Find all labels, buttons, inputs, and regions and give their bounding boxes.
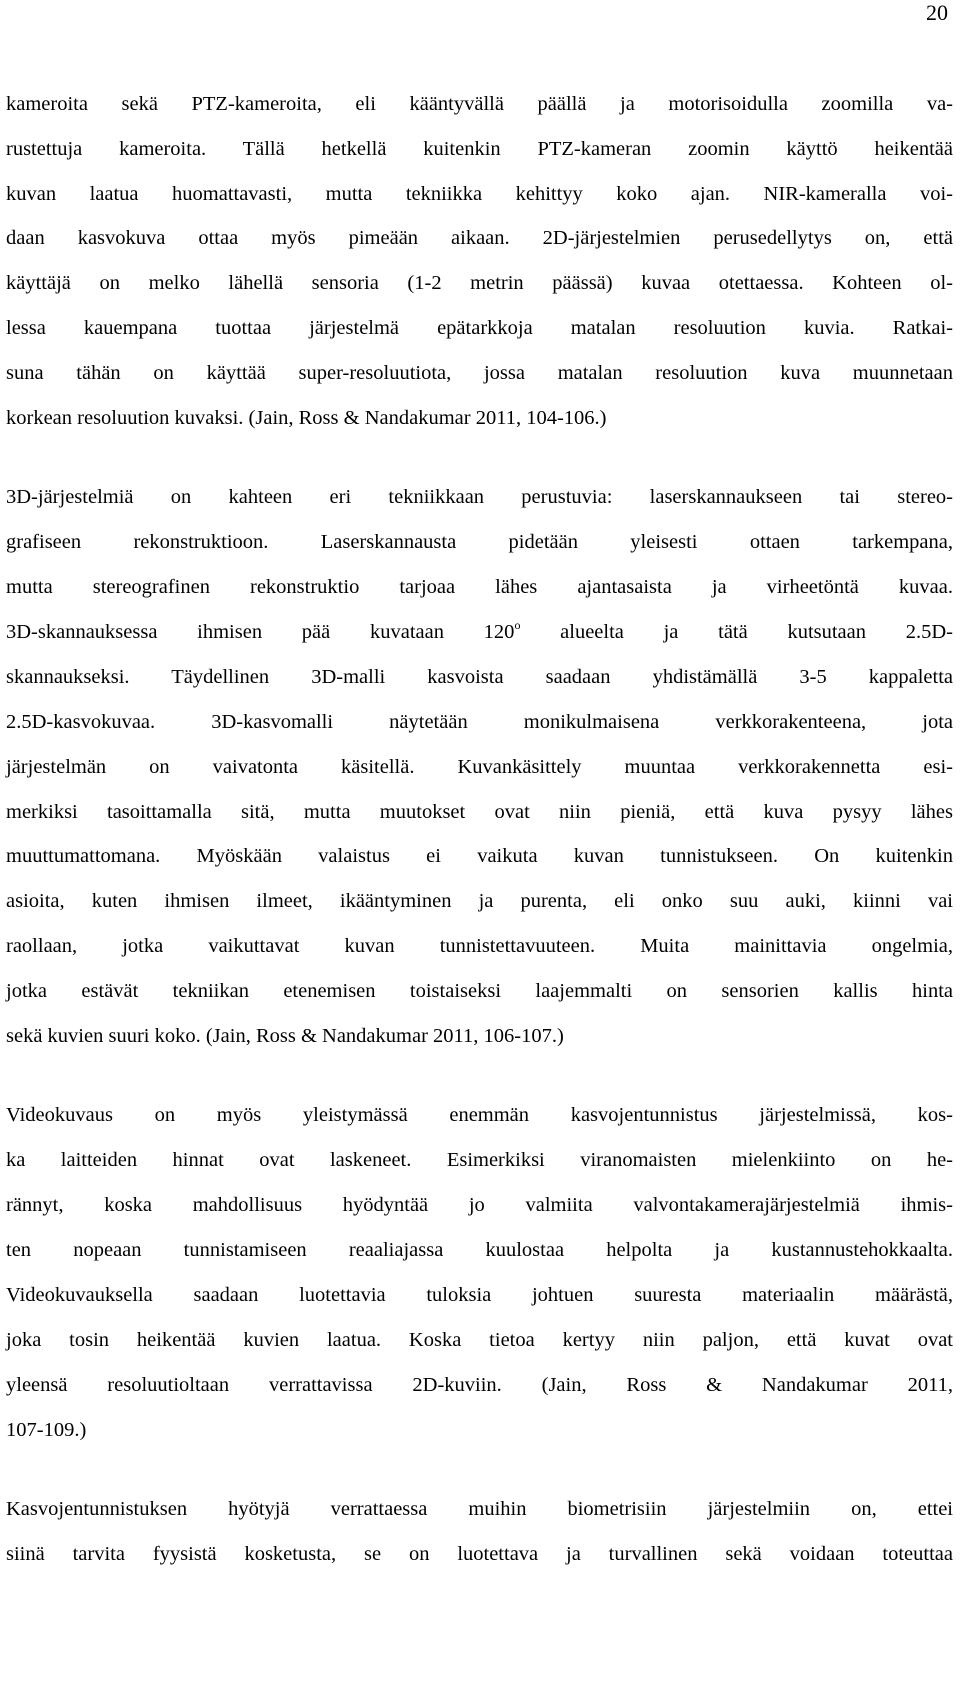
- text-line: 3D-järjestelmiä on kahteen eri tekniikkaan perustuvia: laserskannaukseen tai stereo-: [6, 486, 953, 508]
- page-number: 20: [926, 0, 948, 25]
- text-segment: alueelta ja tätä kutsutaan 2.5D-: [520, 621, 953, 643]
- text-line: suna tähän on käyttää super-resoluutiota, jossa matalan resoluution kuva muunnetaan: [6, 362, 953, 384]
- text-line: rännyt, koska mahdollisuus hyödyntää jo valmiita valvontakamerajärjestelmiä ihmis-: [6, 1194, 953, 1216]
- text-line: kameroita sekä PTZ-kameroita, eli kääntyvällä päällä ja motorisoidulla zoomilla va-: [6, 93, 953, 115]
- text-line: Videokuvauksella saadaan luotettavia tuloksia johtuen suuresta materiaalin määrästä,: [6, 1284, 953, 1306]
- text-line: ten nopeaan tunnistamiseen reaaliajassa kuulostaa helpolta ja kustannustehokkaalta.: [6, 1239, 953, 1261]
- text-line: merkiksi tasoittamalla sitä, mutta muutokset ovat niin pieniä, että kuva pysyy lähes: [6, 801, 953, 823]
- text-line: kuvan laatua huomattavasti, mutta tekniikka kehittyy koko ajan. NIR-kameralla voi-: [6, 183, 953, 205]
- text-line: raollaan, jotka vaikuttavat kuvan tunnistettavuuteen. Muita mainittavia ongelmia,: [6, 935, 953, 957]
- text-line: käyttäjä on melko lähellä sensoria (1-2 metrin päässä) kuvaa otettaessa. Kohteen ol-: [6, 272, 953, 294]
- text-line: lessa kauempana tuottaa järjestelmä epätarkkoja matalan resoluution kuvia. Ratkai-: [6, 317, 953, 339]
- text-line: daan kasvokuva ottaa myös pimeään aikaan. 2D-järjestelmien perusedellytys on, että: [6, 227, 953, 249]
- text-line: Kasvojentunnistuksen hyötyjä verrattaessa muihin biometrisiin järjestelmiin on, ettei: [6, 1498, 953, 1520]
- text-line: ka laitteiden hinnat ovat laskeneet. Esimerkiksi viranomaisten mielenkiinto on he-: [6, 1149, 953, 1171]
- text-line: järjestelmän on vaivatonta käsitellä. Kuvankäsittely muuntaa verkkorakennetta esi-: [6, 756, 953, 778]
- text-segment: 3D-skannauksessa ihmisen pää kuvataan 120: [6, 621, 515, 643]
- text-line: 2.5D-kasvokuvaa. 3D-kasvomalli näytetään monikulmaisena verkkorakenteena, jota: [6, 711, 953, 733]
- text-line: grafiseen rekonstruktioon. Laserskannausta pidetään yleisesti ottaen tarkempana,: [6, 531, 953, 553]
- text-line: Videokuvaus on myös yleistymässä enemmän kasvojentunnistus järjestelmissä, kos-: [6, 1104, 953, 1126]
- text-line: muuttumattomana. Myöskään valaistus ei vaikuta kuvan tunnistukseen. On kuitenkin: [6, 845, 953, 867]
- text-line: [6, 619, 953, 645]
- text-line: 107-109.): [6, 1419, 87, 1441]
- text-line: jotka estävät tekniikan etenemisen toistaiseksi laajemmalti on sensorien kallis hinta: [6, 980, 953, 1002]
- text-line: rustettuja kameroita. Tällä hetkellä kuitenkin PTZ-kameran zoomin käyttö heikentää: [6, 138, 953, 160]
- text-line: asioita, kuten ihmisen ilmeet, ikääntyminen ja purenta, eli onko suu auki, kiinni vai: [6, 890, 953, 912]
- text-line: siinä tarvita fyysistä kosketusta, se on luotettava ja turvallinen sekä voidaan toteuttaa: [6, 1543, 953, 1565]
- text-line: sekä kuvien suuri koko. (Jain, Ross & Nandakumar 2011, 106-107.): [6, 1025, 564, 1047]
- text-line: yleensä resoluutioltaan verrattavissa 2D-kuviin. (Jain, Ross & Nandakumar 2011,: [6, 1374, 953, 1396]
- text-line: joka tosin heikentää kuvien laatua. Koska tietoa kertyy niin paljon, että kuvat ovat: [6, 1329, 953, 1351]
- text-line: mutta stereografinen rekonstruktio tarjoaa lähes ajantasaista ja virheetöntä kuvaa.: [6, 576, 953, 598]
- text-line: skannaukseksi. Täydellinen 3D-malli kasvoista saadaan yhdistämällä 3-5 kappaletta: [6, 666, 953, 688]
- text-line: korkean resoluution kuvaksi. (Jain, Ross & Nandakumar 2011, 104-106.): [6, 407, 607, 429]
- degree-superscript: o: [514, 618, 521, 632]
